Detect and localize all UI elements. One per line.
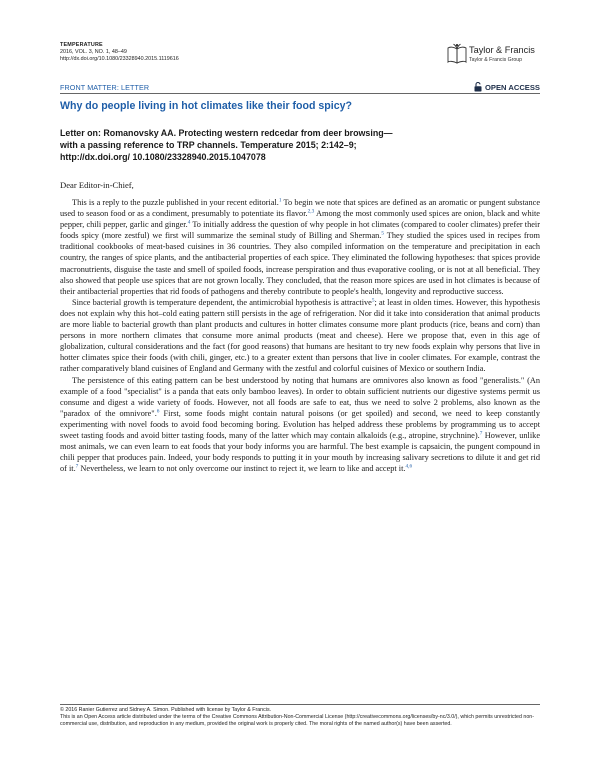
publisher-group: Taylor & Francis Group [469, 57, 523, 63]
p1-text-b: To begin we note that spices are defined as an aromatic or pungent substance used to season food or as a condiment, presumably to potentiate its flavor. [60, 198, 540, 219]
citation-ref[interactable]: 6 [156, 408, 160, 415]
citation-ref[interactable]: 4,6 [405, 463, 413, 470]
p3-text-b: First, some foods might contain natural poisons (or get spoiled) and second, we need to keep constantly experimenting with novel foods to avoid food becoming boring. Evolution has helped address these problems by programming us to accept sweet tasting foods and avoid bitter tasting foods, many of the latter which may contain alkaloids (e.g., atropine, strychnine). [60, 408, 540, 440]
p1-text-d: To initially address the question of why people in hot climates (compared to cooler climates) prefer their foods spicy (more zestful) we first will summarize the seminal study of Billing and Sherman. [60, 220, 540, 241]
publisher-name: Taylor & Francis [469, 45, 535, 55]
letter-on-line-2: with a passing reference to TRP channels. Temperature 2015; 2:142–9; [60, 139, 357, 150]
letter-on-line-1: Letter on: Romanovsky AA. Protecting western redcedar from deer browsing— [60, 128, 393, 138]
paragraph-3 [60, 375, 540, 475]
p1-text-e: They studied the spices used in recipes from traditional cookbooks of meat-based cuisines in 36 countries. They also compiled information on the temperature and precipitation in each country, the ranges of spice plants, and the antibacterial properties of each spice. They eliminated the following hypotheses: that spices provide macronutrients, disguise the taste and smell of spoiled foods, increase perspiration and thus evaporative cooling, or is not at all beneficial. They also showed that people use spices that are not grown locally. They concluded, that the reason more spices are used in hot climates is because of their antibacterial properties that rid foods of pathogens and thereby contribute to people's health, longevity and reproductive success. [60, 231, 540, 296]
publisher-logo [447, 43, 557, 69]
citation-ref[interactable]: 7 [75, 463, 79, 470]
publisher-book-icon [447, 43, 467, 65]
citation-ref[interactable]: 2,3 [307, 208, 315, 215]
letter-on-reference [60, 128, 540, 164]
p3-text-c: However, unlike most animals, we can even learn to eat foods that your body informs you are harmful. The best example is capsaicin, the pungent compound in chili pepper that produces pain. Indeed, your body responds to putting it in your mouth by increasing salivary secretions to dilute it and get rid of it. [60, 430, 540, 474]
section-label: FRONT MATTER: LETTER [60, 83, 150, 92]
article-body [60, 197, 540, 474]
citation-ref[interactable]: 7 [479, 430, 483, 437]
open-lock-icon [474, 82, 482, 92]
citation-ref[interactable]: 5 [371, 297, 375, 304]
license-text: This is an Open Access article distributed under the terms of the Creative Commons Attribution-Non-Commercial License (http://creativecommons.org/licenses/by-nc/3.0/), which permits unrestricted non-commercial use, distribution, and reproduction in any medium, provided the original work is properly cited. The moral rights of the named author(s) have been asserted. [60, 714, 534, 728]
license-footer [60, 707, 540, 728]
paragraph-2 [60, 297, 540, 375]
p2-text-b: ; at least in olden times. However, this hypothesis does not explain why this hot–cold eating pattern still persists in the age of refrigeration. Nor did it take into consideration that animal products are more liable to bacterial growth than plant products and cultures in hotter climates consume more plant products (rice, beans and corn) than persons in more northern climates that consume more animal products (meat and cheese). Here we propose that, even in this age of globalization, cultural considerations and the fact (for good reasons) that humans are hesitant to try new foods explain why persons that live in hotter climates spice their foods (with chili, ginger, etc.) to a greater extent than persons that live in cooler climates. For example, contrast the rather comparatively bland cuisines of England and Germany with the zestful and colorful cuisines of Mexico or southern India. [60, 297, 540, 374]
paragraph-1 [60, 197, 540, 297]
p3-text-a: The persistence of this eating pattern can be best understood by noting that humans are omnivores also known as food "generalists." (An example of a food "specialist" is a panda that eats only bamboo leaves). In order to obtain sufficient nutrients our digestive systems permit us consume and digest a wide variety of foods. However, not all foods are safe to eat, thus we need to solve 2 problems, also known as the "paradox of the omnivore". [60, 375, 540, 418]
header-divider [60, 93, 540, 94]
journal-doi-link[interactable]: http://dx.doi.org/10.1080/23328940.2015.1119616 [60, 56, 179, 63]
copyright-line: © 2016 Ranier Gutierrez and Sidney A. Simon. Published with license by Taylor & Francis. [60, 707, 272, 713]
journal-header [60, 42, 179, 64]
p1-text-a: This is a reply to the puzzle published in your recent editorial. [72, 198, 279, 207]
journal-volume-line: 2016, VOL. 3, NO. 1, 48–49 [60, 49, 127, 56]
footer-divider [60, 704, 540, 705]
citation-ref[interactable]: 4 [187, 219, 191, 226]
citation-ref[interactable]: 1 [278, 197, 282, 204]
letter-on-doi-link[interactable]: http://dx.doi.org/ 10.1080/23328940.2015.1047078 [60, 151, 266, 162]
salutation: Dear Editor-in-Chief, [60, 180, 134, 190]
p3-text-d: Nevertheless, we learn to not only overcome our instinct to reject it, we learn to like and accept it. [78, 464, 406, 474]
citation-ref[interactable]: 5 [381, 230, 385, 237]
p1-text-c: Among the most commonly used spices are onion, black and white pepper, chili pepper, garlic and ginger. [60, 209, 540, 230]
open-access-label: OPEN ACCESS [485, 82, 540, 92]
p2-text-a: Since bacterial growth is temperature dependent, the antimicrobial hypothesis is attractive [72, 297, 372, 307]
journal-name: TEMPERATURE [60, 42, 103, 48]
open-access-badge [474, 82, 540, 92]
article-title: Why do people living in hot climates like their food spicy? [60, 100, 352, 112]
